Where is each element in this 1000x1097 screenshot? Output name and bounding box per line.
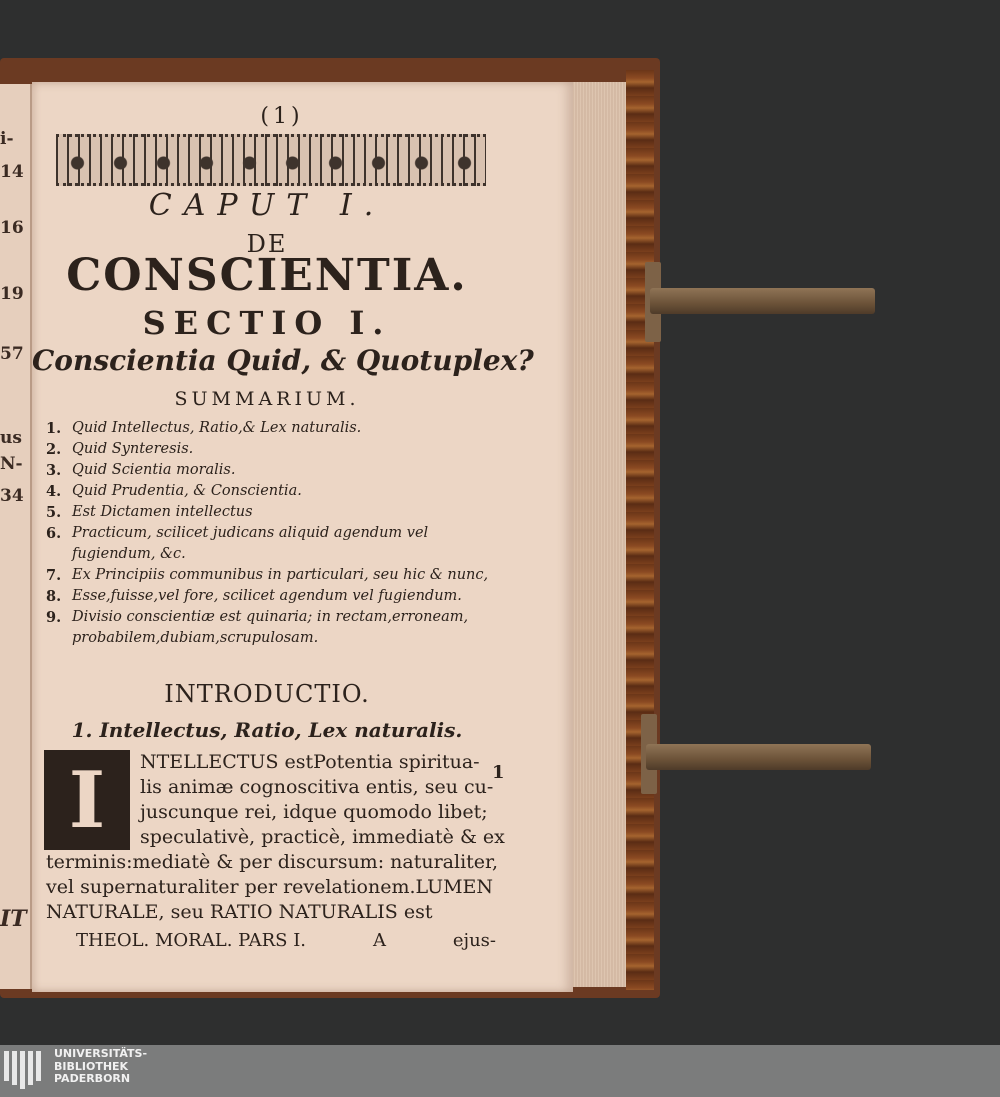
- body-line: NATURALE, seu RATIO NATURALIS est: [46, 901, 433, 923]
- summary-item-number: 1.: [46, 420, 62, 437]
- body-line: terminis:mediatè & per discursum: naturaliter,: [46, 851, 499, 873]
- summary-item-text: Esse,fuisse,vel fore, scilicet agendum vel fugiendum.: [72, 588, 462, 604]
- chapter-title: CONSCIENTIA.: [66, 250, 468, 301]
- body-line: speculativè, practicè, immediatè & ex: [140, 826, 505, 848]
- library-logo-icon: [4, 1051, 44, 1091]
- introduction-subheading: 1. Intellectus, Ratio, Lex naturalis.: [71, 718, 463, 742]
- page-number: (1): [260, 104, 304, 129]
- summary-item: [46, 418, 496, 439]
- summary-item-text: Quid Intellectus, Ratio,& Lex naturalis.: [72, 420, 362, 436]
- decorated-initial: I: [44, 750, 130, 850]
- library-name-line: BIBLIOTHEK: [54, 1059, 129, 1073]
- summary-item-number: 2.: [46, 441, 62, 458]
- summary-item: [46, 439, 496, 460]
- introduction-heading: INTRODUCTIO.: [164, 680, 370, 708]
- summary-item: [46, 607, 496, 649]
- body-line: NTELLECTUS estPotentia spiritua-: [140, 751, 480, 773]
- summary-item-text: Ex Principiis communibus in particulari, seu hic & nunc,: [72, 567, 489, 583]
- margin-number: 1: [492, 762, 505, 783]
- summary-item: [46, 502, 496, 523]
- summary-item: [46, 523, 496, 565]
- body-line: juscunque rei, idque quomodo libet;: [140, 801, 488, 823]
- edge-text: us: [0, 428, 22, 448]
- left-page-edge: [0, 84, 32, 989]
- edge-text: 19: [0, 284, 24, 304]
- book-page: [32, 82, 573, 992]
- library-name-line: PADERBORN: [54, 1072, 131, 1085]
- body-line: vel supernaturaliter per revelationem.LUMEN: [46, 876, 494, 898]
- section-heading: SECTIO I.: [142, 304, 392, 342]
- summary-item: [46, 586, 496, 607]
- summary-item-number: 4.: [46, 483, 62, 500]
- upper-clasp: [650, 288, 875, 314]
- page-block-edge: [573, 82, 629, 987]
- ornament-band: [56, 134, 486, 186]
- book-spine: [626, 70, 654, 990]
- edge-text: i-: [0, 129, 14, 149]
- library-footer-bar: [0, 1045, 1000, 1097]
- summary-item-text: Quid Scientia moralis.: [72, 462, 236, 478]
- section-question: Conscientia Quid, & Quotuplex?: [32, 344, 534, 377]
- summary-item-number: 6.: [46, 525, 62, 542]
- edge-text: 16: [0, 218, 24, 238]
- running-footer: THEOL. MORAL. PARS I.: [76, 930, 307, 951]
- summary-item-number: 5.: [46, 504, 62, 521]
- signature-mark: A: [372, 930, 386, 951]
- catchword: ejus-: [452, 930, 496, 951]
- summary-item-number: 8.: [46, 588, 62, 605]
- summary-item-text: Divisio conscientiæ est quinaria; in rectam,erroneam, probabilem,dubiam,scrupulosam.: [72, 609, 469, 646]
- edge-text: 14: [0, 162, 24, 182]
- summary-item-number: 9.: [46, 609, 62, 626]
- chapter-de: DE: [246, 230, 288, 258]
- summary-item-text: Quid Prudentia, & Conscientia.: [72, 483, 302, 499]
- chapter-heading: CAPUT I.: [148, 188, 386, 223]
- summary-item-number: 7.: [46, 567, 62, 584]
- summary-item-text: Est Dictamen intellectus: [72, 504, 253, 520]
- summary-item: [46, 565, 496, 586]
- library-name: [54, 1048, 147, 1086]
- lower-clasp: [646, 744, 871, 770]
- edge-text: IT: [0, 906, 27, 932]
- summary-item: [46, 460, 496, 481]
- summary-item-number: 3.: [46, 462, 62, 479]
- page-footer: [76, 930, 496, 951]
- summary-item-text: Practicum, scilicet judicans aliquid agendum vel fugiendum, &c.: [72, 525, 429, 562]
- body-text: [46, 750, 505, 925]
- edge-text: N-: [0, 454, 23, 474]
- summary-item: [46, 481, 496, 502]
- summary-heading: SUMMARIUM.: [174, 388, 360, 410]
- summary-list: [46, 418, 496, 649]
- library-name-line: UNIVERSITÄTS-: [54, 1047, 148, 1060]
- edge-text: 34: [0, 486, 24, 506]
- body-line: lis animæ cognoscitiva entis, seu cu-: [140, 776, 494, 798]
- summary-item-text: Quid Synteresis.: [72, 441, 194, 457]
- edge-text: 57: [0, 344, 24, 364]
